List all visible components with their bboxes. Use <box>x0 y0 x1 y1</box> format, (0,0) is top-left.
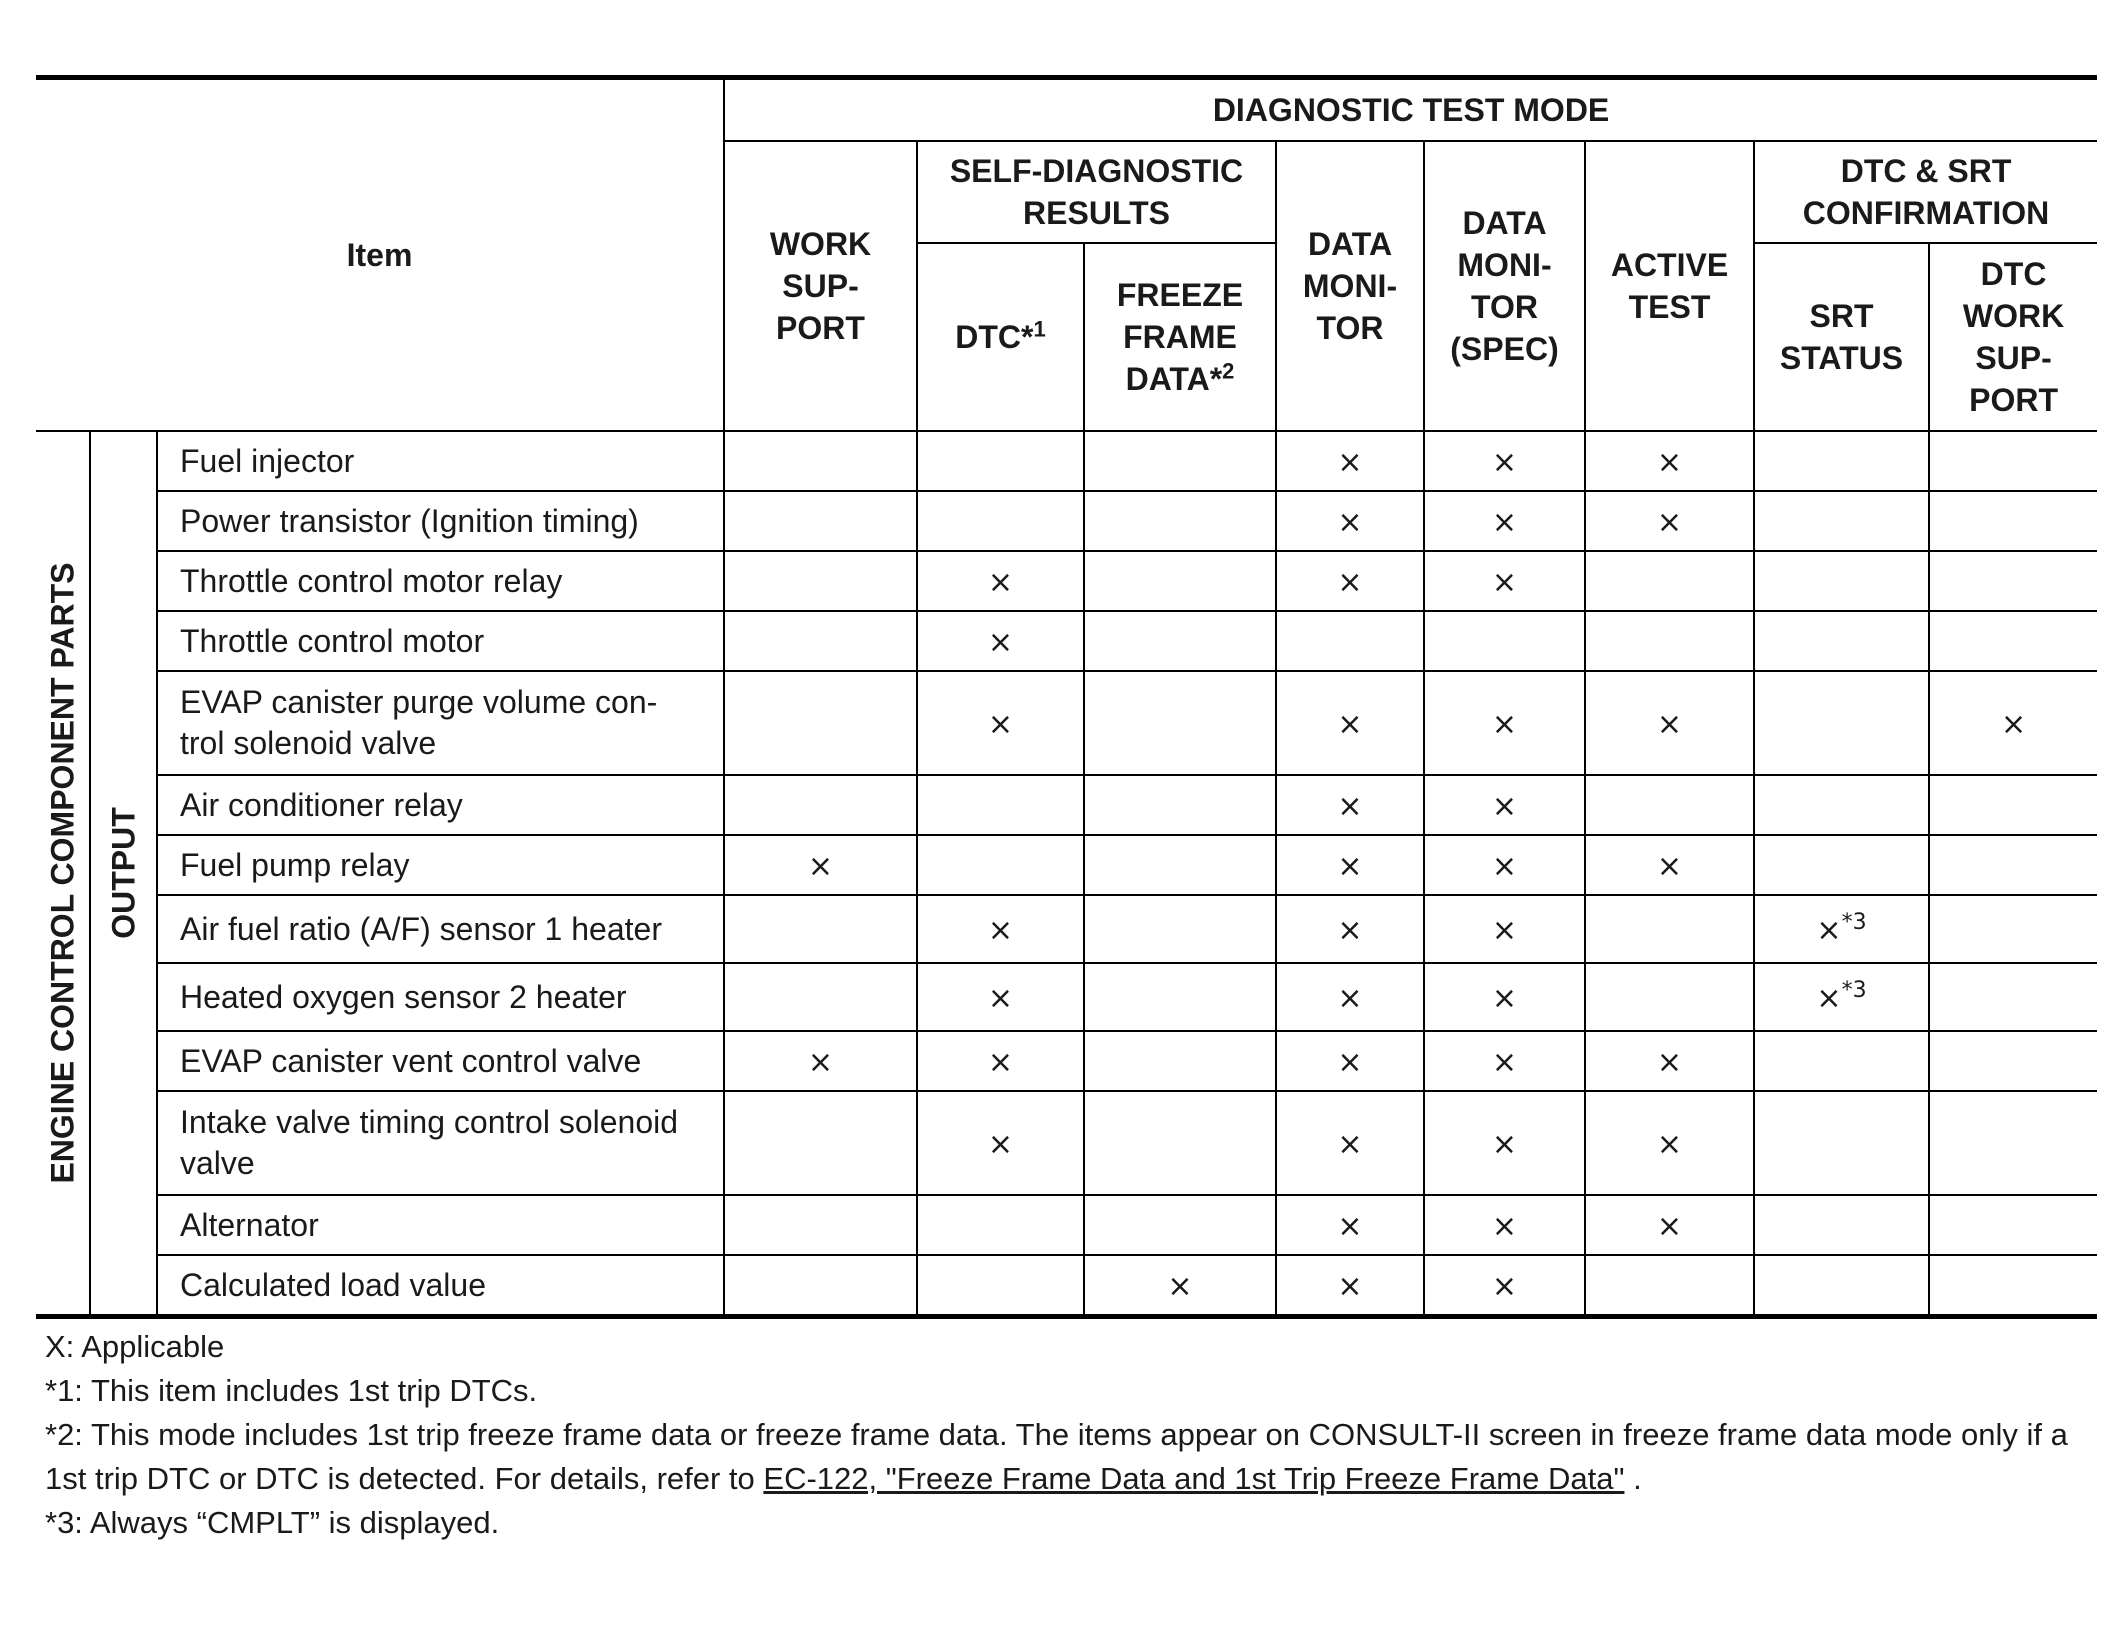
item-name-cell: Alternator <box>157 1195 724 1255</box>
mode-cell <box>724 431 917 491</box>
mode-cell <box>1424 963 1585 1031</box>
mode-cell <box>1754 1031 1929 1091</box>
mode-cell <box>724 895 917 963</box>
dtc-srt-confirmation-header: DTC & SRT CONFIRMATION <box>1754 141 2097 243</box>
applicable-mark: × <box>807 848 834 884</box>
mode-cell <box>1084 775 1276 835</box>
mode-cell <box>917 431 1084 491</box>
mode-cell <box>1424 775 1585 835</box>
item-name-cell: EVAP canister purge volume con- trol solenoid valve <box>157 671 724 775</box>
applicable-mark: × <box>1491 1208 1518 1244</box>
mode-cell <box>1929 835 2097 895</box>
mode-cell <box>724 1255 917 1317</box>
mode-cell <box>1424 431 1585 491</box>
mode-cell <box>917 1195 1084 1255</box>
mode-cell <box>1929 1031 2097 1091</box>
table-body <box>36 431 2097 1317</box>
mode-cell <box>1276 671 1424 775</box>
applicable-mark: × <box>1337 504 1363 540</box>
mode-cell <box>724 775 917 835</box>
table-row <box>36 491 2097 551</box>
applicable-mark: × <box>1491 980 1518 1016</box>
mode-cell <box>1754 671 1929 775</box>
table-row <box>36 611 2097 671</box>
applicable-mark: × <box>1656 1126 1683 1162</box>
mode-cell <box>724 671 917 775</box>
applicable-mark: × <box>1656 1044 1683 1080</box>
item-name-cell: Air conditioner relay <box>157 775 724 835</box>
item-name-cell: Fuel injector <box>157 431 724 491</box>
item-name-cell: Air fuel ratio (A/F) sensor 1 heater <box>157 895 724 963</box>
applicable-mark: × <box>1656 504 1683 540</box>
mode-cell <box>917 671 1084 775</box>
applicable-mark: × <box>1337 848 1363 884</box>
data-monitor-spec-header: DATA MONI- TOR (SPEC) <box>1424 141 1585 431</box>
mode-cell <box>1929 1255 2097 1317</box>
mode-cell <box>1276 1195 1424 1255</box>
mode-cell <box>1424 551 1585 611</box>
table-row <box>36 963 2097 1031</box>
mode-cell <box>1754 1195 1929 1255</box>
active-test-header: ACTIVE TEST <box>1585 141 1754 431</box>
mode-cell <box>1585 963 1754 1031</box>
note-2-end: . <box>1624 1461 1642 1496</box>
table-row <box>36 1255 2097 1317</box>
mode-cell <box>917 611 1084 671</box>
applicable-mark: × <box>1337 1126 1363 1162</box>
note-3: *3: Always “CMPLT” is displayed. <box>45 1505 500 1540</box>
mode-cell <box>1929 431 2097 491</box>
applicable-mark: × <box>987 912 1014 948</box>
mode-cell <box>1754 775 1929 835</box>
mode-cell <box>1276 1091 1424 1195</box>
mode-cell <box>1754 431 1929 491</box>
mode-cell <box>1276 1255 1424 1317</box>
mode-cell <box>1084 963 1276 1031</box>
mode-cell <box>1424 895 1585 963</box>
dtc-header-note: 1 <box>1033 316 1046 342</box>
applicable-mark: × <box>1491 564 1518 600</box>
footnotes <box>36 1325 2097 1545</box>
mode-cell <box>1585 671 1754 775</box>
mode-cell <box>1084 551 1276 611</box>
mode-cell <box>1084 1255 1276 1317</box>
mode-cell <box>1424 671 1585 775</box>
applicable-mark: × <box>1167 1268 1193 1304</box>
applicable-mark: × <box>987 980 1014 1016</box>
mode-cell <box>1585 1091 1754 1195</box>
item-name-cell: EVAP canister vent control valve <box>157 1031 724 1091</box>
applicable-mark: × <box>2000 706 2027 742</box>
mode-cell <box>724 1091 917 1195</box>
applicable-mark: × <box>1491 848 1518 884</box>
mode-cell <box>1929 671 2097 775</box>
applicable-mark: × <box>987 1126 1014 1162</box>
freeze-frame-header-note: 2 <box>1222 358 1235 384</box>
engine-control-component-parts-label: ENGINE CONTROL COMPONENT PARTS <box>44 562 80 1184</box>
mode-cell <box>1585 491 1754 551</box>
note-applicable: X: Applicable <box>45 1329 225 1364</box>
mode-cell <box>1424 1031 1585 1091</box>
mode-cell <box>1585 611 1754 671</box>
item-name-cell: Calculated load value <box>157 1255 724 1317</box>
mark-footnote: *3 <box>1841 977 1867 1003</box>
table-row <box>36 895 2097 963</box>
mode-cell <box>1424 491 1585 551</box>
mode-cell <box>1929 1195 2097 1255</box>
note-2-text: *2: This mode includes 1st trip freeze frame data or freeze frame data. The items appear on CONSULT-II screen in freeze frame data mode only if a 1st trip DTC or DTC is detected. For details, refer to <box>45 1417 2068 1496</box>
table-row <box>36 431 2097 491</box>
applicable-mark: × <box>1491 1044 1518 1080</box>
mode-cell <box>1929 963 2097 1031</box>
mode-cell <box>1585 775 1754 835</box>
mode-cell <box>1929 775 2097 835</box>
applicable-mark: × <box>1337 1044 1363 1080</box>
applicable-mark: × <box>1337 788 1363 824</box>
applicable-mark: × <box>1491 1126 1518 1162</box>
work-support-header: WORK SUP- PORT <box>724 141 917 431</box>
document-page <box>36 75 2097 1545</box>
applicable-mark: × <box>1337 564 1363 600</box>
mode-cell <box>1754 963 1929 1031</box>
item-name-cell: Fuel pump relay <box>157 835 724 895</box>
mode-cell <box>917 1255 1084 1317</box>
freeze-frame-data-reference-link[interactable]: EC-122, "Freeze Frame Data and 1st Trip Freeze Frame Data" <box>763 1461 1625 1496</box>
dtc-header <box>917 243 1084 431</box>
item-column-header: Item <box>36 78 724 432</box>
applicable-mark: × <box>1491 706 1518 742</box>
mode-cell <box>1585 551 1754 611</box>
mode-cell <box>1084 895 1276 963</box>
mode-cell <box>1084 491 1276 551</box>
note-1: *1: This item includes 1st trip DTCs. <box>45 1373 538 1408</box>
mode-cell <box>1754 835 1929 895</box>
mode-cell <box>1929 551 2097 611</box>
mode-cell <box>724 963 917 1031</box>
mode-cell <box>1276 551 1424 611</box>
table-row <box>36 671 2097 775</box>
output-label: OUTPUT <box>105 807 141 939</box>
applicable-mark: × <box>987 1044 1014 1080</box>
mode-cell <box>1084 611 1276 671</box>
mode-cell <box>724 1195 917 1255</box>
mode-cell <box>1754 1255 1929 1317</box>
applicable-mark: × <box>1337 912 1363 948</box>
mode-cell <box>1754 551 1929 611</box>
mode-cell <box>1585 1255 1754 1317</box>
applicable-mark: × <box>1491 912 1518 948</box>
item-name-cell: Intake valve timing control solenoid valve <box>157 1091 724 1195</box>
item-name-cell: Throttle control motor <box>157 611 724 671</box>
mode-cell <box>917 775 1084 835</box>
mode-cell <box>1276 963 1424 1031</box>
applicable-mark: × <box>987 624 1014 660</box>
mode-cell <box>1084 1031 1276 1091</box>
applicable-mark: × <box>1656 706 1683 742</box>
applicable-mark: × <box>1337 444 1363 480</box>
mode-cell <box>917 835 1084 895</box>
applicable-mark: × <box>1337 1268 1363 1304</box>
mode-cell <box>724 551 917 611</box>
freeze-frame-header-label: FREEZE FRAME DATA* <box>1116 277 1244 397</box>
mode-cell <box>1754 1091 1929 1195</box>
mode-cell <box>1929 491 2097 551</box>
mode-cell <box>1585 1195 1754 1255</box>
mode-cell <box>917 551 1084 611</box>
engine-control-component-parts-group <box>36 431 90 1317</box>
mode-cell <box>1084 835 1276 895</box>
mode-cell <box>1424 1255 1585 1317</box>
mode-cell <box>1754 611 1929 671</box>
mode-cell <box>1929 895 2097 963</box>
applicable-mark: × <box>1337 706 1363 742</box>
mode-cell <box>1929 1091 2097 1195</box>
applicable-mark: × <box>1656 444 1683 480</box>
item-name-cell: Throttle control motor relay <box>157 551 724 611</box>
mode-cell <box>1276 895 1424 963</box>
freeze-frame-data-header <box>1084 243 1276 431</box>
item-name-cell: Heated oxygen sensor 2 heater <box>157 963 724 1031</box>
data-monitor-header: DATA MONI- TOR <box>1276 141 1424 431</box>
mode-cell <box>1276 611 1424 671</box>
srt-status-header: SRT STATUS <box>1754 243 1929 431</box>
note-2 <box>45 1413 2097 1501</box>
mode-cell <box>1424 1091 1585 1195</box>
applicable-mark: × <box>1491 444 1518 480</box>
item-name-cell: Power transistor (Ignition timing) <box>157 491 724 551</box>
mode-cell <box>1084 671 1276 775</box>
mode-cell <box>1424 835 1585 895</box>
table-row <box>36 551 2097 611</box>
mode-cell <box>1754 895 1929 963</box>
mode-cell <box>1084 1091 1276 1195</box>
mode-cell <box>917 1031 1084 1091</box>
diagnostic-test-mode-header: DIAGNOSTIC TEST MODE <box>724 78 2097 142</box>
applicable-mark: × <box>1491 788 1518 824</box>
mode-cell <box>1754 491 1929 551</box>
dtc-header-label: DTC* <box>955 319 1034 355</box>
mode-cell <box>1276 431 1424 491</box>
table-row <box>36 1091 2097 1195</box>
output-group <box>90 431 157 1317</box>
applicable-mark: × <box>1491 504 1518 540</box>
applicable-mark: × <box>987 706 1014 742</box>
mode-cell <box>917 491 1084 551</box>
applicable-mark: × <box>1337 980 1363 1016</box>
mode-cell <box>917 895 1084 963</box>
mode-cell <box>1276 1031 1424 1091</box>
mode-cell <box>724 491 917 551</box>
mode-cell <box>1424 1195 1585 1255</box>
mode-cell <box>1585 431 1754 491</box>
mode-cell <box>917 1091 1084 1195</box>
mode-cell <box>1929 611 2097 671</box>
mode-cell <box>1424 611 1585 671</box>
dtc-work-support-header: DTC WORK SUP- PORT <box>1929 243 2097 431</box>
applicable-mark: × <box>987 564 1014 600</box>
table-row <box>36 835 2097 895</box>
mode-cell <box>1276 775 1424 835</box>
applicable-mark: ×$^{*3}$ <box>1816 909 1867 948</box>
applicable-mark: × <box>1656 1208 1683 1244</box>
table-row <box>36 775 2097 835</box>
table-row <box>36 1031 2097 1091</box>
diagnostic-test-mode-table <box>36 75 2097 1319</box>
mode-cell <box>724 611 917 671</box>
mode-cell <box>1585 835 1754 895</box>
table-row <box>36 1195 2097 1255</box>
mode-cell <box>724 1031 917 1091</box>
self-diagnostic-results-header: SELF-DIAGNOSTIC RESULTS <box>917 141 1276 243</box>
mark-footnote: *3 <box>1841 909 1867 935</box>
mode-cell <box>724 835 917 895</box>
mode-cell <box>1084 431 1276 491</box>
applicable-mark: × <box>1337 1208 1363 1244</box>
mode-cell <box>1585 1031 1754 1091</box>
mode-cell <box>917 963 1084 1031</box>
mode-cell <box>1585 895 1754 963</box>
applicable-mark: ×$^{*3}$ <box>1816 977 1867 1016</box>
mode-cell <box>1276 491 1424 551</box>
mode-cell <box>1084 1195 1276 1255</box>
applicable-mark: × <box>1491 1268 1518 1304</box>
mode-cell <box>1276 835 1424 895</box>
applicable-mark: × <box>1656 848 1683 884</box>
applicable-mark: × <box>807 1044 834 1080</box>
